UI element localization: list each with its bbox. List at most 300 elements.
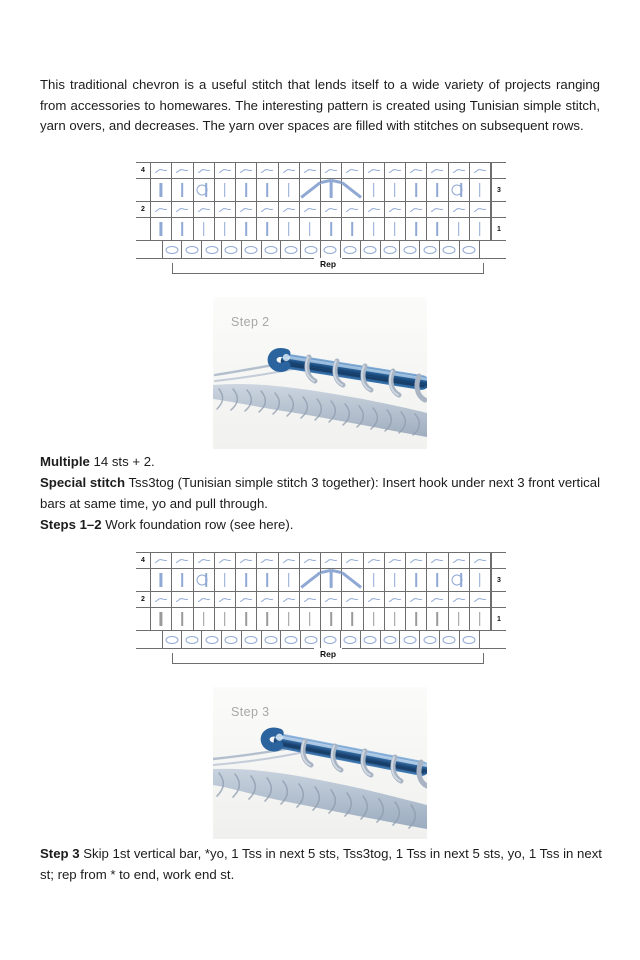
chart-cell <box>172 163 193 178</box>
photo-step-3-caption: Step 3 <box>231 705 270 719</box>
return-pass-symbol <box>452 557 466 564</box>
foundation-chain-symbol <box>443 636 456 644</box>
chart-cell <box>381 241 401 258</box>
step-3-line <box>40 843 602 885</box>
foundation-chain-symbol <box>225 246 238 254</box>
stitch-chart-steps-1-2 <box>136 162 506 277</box>
chart-cell <box>406 202 427 217</box>
tss-bar-symbol <box>437 573 439 587</box>
tss-bar-symbol <box>224 612 226 626</box>
return-pass-symbol <box>303 596 317 603</box>
chart-cell <box>364 592 385 607</box>
chart-cell <box>194 553 215 568</box>
return-pass-symbol <box>282 557 296 564</box>
special-stitch-line <box>40 472 602 514</box>
chart-cell <box>300 608 321 630</box>
chart-cell <box>321 218 342 240</box>
return-pass-symbol <box>430 167 444 174</box>
chart-cell <box>449 163 470 178</box>
return-pass-symbol <box>260 167 274 174</box>
chart-cell <box>194 569 215 591</box>
chart-row-label-right: 3 <box>492 569 506 591</box>
chart-cell <box>342 592 363 607</box>
tss-bar-symbol <box>288 573 290 587</box>
chart-cell <box>364 202 385 217</box>
rep-bracket <box>150 649 506 667</box>
tss-bar-symbol <box>203 612 205 626</box>
return-pass-symbol <box>388 596 402 603</box>
chart-cell <box>257 163 278 178</box>
tss-bar-symbol <box>394 183 396 197</box>
return-pass-symbol <box>218 167 232 174</box>
step-3-text: Skip 1st vertical bar, *yo, 1 Tss in next 5 sts, Tss3tog, 1 Tss in next 5 sts, yo, 1 Tss in next st; rep from * to end, work end st. <box>40 846 602 882</box>
chart-cell <box>301 631 321 648</box>
chart-cell <box>215 179 236 201</box>
return-pass-symbol <box>473 596 487 603</box>
chart-row-label-left <box>136 569 150 591</box>
chart-cell <box>385 592 406 607</box>
chart-cell <box>406 592 427 607</box>
chart-cell-row <box>150 608 492 630</box>
tss3tog-decrease-symbol <box>300 569 321 591</box>
chart-cell <box>279 163 300 178</box>
chart-cell <box>406 569 427 591</box>
chart-cell <box>385 202 406 217</box>
chart-cell <box>236 179 257 201</box>
chart-cell <box>236 218 257 240</box>
tss-bar-symbol <box>224 573 226 587</box>
return-pass-symbol <box>452 167 466 174</box>
tss-bar-symbol <box>267 573 269 587</box>
chart-cell <box>449 608 470 630</box>
chart-cell <box>470 608 491 630</box>
return-pass-symbol <box>175 167 189 174</box>
chart-cell <box>215 569 236 591</box>
chart-cell <box>300 592 321 607</box>
chart-cell <box>440 631 460 648</box>
tss-bar-symbol <box>479 183 481 197</box>
foundation-chain-symbol <box>344 636 357 644</box>
chart-cell <box>257 569 278 591</box>
chart-cell <box>279 218 300 240</box>
return-pass-symbol <box>367 206 381 213</box>
tss-bar-symbol <box>309 612 311 626</box>
chart-cell-row <box>150 163 492 178</box>
return-pass-symbol <box>345 596 359 603</box>
stitch-chart-step-3 <box>136 552 506 667</box>
return-pass-symbol <box>303 557 317 564</box>
multiple-label: Multiple <box>40 454 90 469</box>
tss3tog-decrease-symbol <box>342 179 363 201</box>
return-pass-symbol <box>218 596 232 603</box>
chart-cell <box>406 163 427 178</box>
chart-cell <box>449 592 470 607</box>
chart-cell <box>151 553 172 568</box>
chart-cell <box>215 553 236 568</box>
return-pass-symbol <box>175 596 189 603</box>
multiple-text: 14 sts + 2. <box>89 454 155 469</box>
foundation-chain-symbol <box>403 636 416 644</box>
foundation-chain-symbol <box>225 636 238 644</box>
chart-cell <box>381 631 401 648</box>
return-pass-symbol <box>260 557 274 564</box>
return-pass-symbol <box>345 206 359 213</box>
chart-cell <box>242 631 262 648</box>
chart-row-label-left: 2 <box>136 202 150 217</box>
chart-row-label-left <box>136 631 150 648</box>
chart-cell <box>427 163 448 178</box>
edge-stitch-symbol <box>160 183 163 197</box>
return-pass-symbol <box>239 557 253 564</box>
foundation-chain-symbol <box>463 636 476 644</box>
chart-cell <box>222 241 242 258</box>
foundation-chain-symbol <box>324 246 337 254</box>
tss-bar-symbol <box>415 612 417 626</box>
foundation-chain-symbol <box>423 246 436 254</box>
instructions-block-lower <box>40 843 602 885</box>
chart-cell <box>172 179 193 201</box>
chart-cell <box>215 592 236 607</box>
chart-cell <box>321 553 342 568</box>
chart-cell <box>321 608 342 630</box>
chart-row <box>136 240 506 259</box>
chart-cell <box>151 608 172 630</box>
chart-cell <box>242 241 262 258</box>
chart-cell <box>470 163 491 178</box>
return-pass-symbol <box>154 206 168 213</box>
chart-cell <box>279 179 300 201</box>
chart-cell <box>470 592 491 607</box>
return-pass-symbol <box>239 596 253 603</box>
return-pass-symbol <box>239 206 253 213</box>
return-pass-symbol <box>345 557 359 564</box>
chart-cell <box>236 608 257 630</box>
foundation-chain-symbol <box>265 636 278 644</box>
foundation-chain-symbol <box>364 636 377 644</box>
chart-cell <box>342 202 363 217</box>
chart-cell <box>406 179 427 201</box>
intro-paragraph: This traditional chevron is a useful stitch that lends itself to a wide variety of projects ranging from accessories to homewares. The interesting pattern is created using Tunisian simple stitch, yarn overs, and decreases. The yarn over spaces are filled with stitches on subsequent rows. <box>40 77 600 133</box>
chart-row-label-left: 4 <box>136 163 150 178</box>
tss-bar-symbol <box>330 222 332 236</box>
foundation-chain-symbol <box>344 246 357 254</box>
chart-cell <box>385 163 406 178</box>
return-pass-symbol <box>430 557 444 564</box>
step-3-label: Step 3 <box>40 846 80 861</box>
chart-cell <box>406 553 427 568</box>
chart-cell <box>427 218 448 240</box>
chart-cell <box>341 241 361 258</box>
chart-cell <box>449 218 470 240</box>
chart-cell <box>194 202 215 217</box>
foundation-chain-symbol <box>284 636 297 644</box>
tss-bar-symbol <box>352 222 354 236</box>
tss3tog-decrease-symbol <box>300 179 321 201</box>
tss-bar-symbol <box>460 183 462 197</box>
special-stitch-text: Tss3tog (Tunisian simple stitch 3 together): Insert hook under next 3 front vertical bars at same time, yo and pull through. <box>40 475 601 511</box>
chart-cell <box>440 241 460 258</box>
chart-cell <box>321 202 342 217</box>
chart-cell <box>163 241 183 258</box>
chart-cell <box>470 218 491 240</box>
chart-row-label-right <box>492 553 506 568</box>
chart-cell <box>364 179 385 201</box>
return-pass-symbol <box>154 167 168 174</box>
tss-bar-symbol <box>479 612 481 626</box>
tss-bar-symbol <box>182 183 184 197</box>
chart-cell <box>236 592 257 607</box>
photo-step-2-caption: Step 2 <box>231 315 270 329</box>
return-pass-symbol <box>452 206 466 213</box>
return-pass-symbol <box>218 557 232 564</box>
chart-row <box>136 217 506 240</box>
chart-cell <box>300 202 321 217</box>
chart-row-label-left <box>136 218 150 240</box>
tss-bar-symbol <box>245 183 247 197</box>
rep-label: Rep <box>314 258 342 271</box>
chart-cell <box>364 553 385 568</box>
return-pass-symbol <box>154 557 168 564</box>
chart-cell <box>281 631 301 648</box>
return-pass-symbol <box>367 557 381 564</box>
chart-cell-row <box>150 179 492 201</box>
tss-bar-symbol <box>288 612 290 626</box>
tss-bar-symbol <box>288 183 290 197</box>
chart-cell <box>321 592 342 607</box>
return-pass-symbol <box>324 167 338 174</box>
chart-cell <box>427 569 448 591</box>
tss-bar-symbol <box>415 222 417 236</box>
tss-bar-symbol <box>330 612 332 626</box>
chart-cell <box>172 202 193 217</box>
tss-bar-symbol <box>394 612 396 626</box>
photo-step-3 <box>213 687 427 839</box>
tss-bar-symbol <box>309 222 311 236</box>
return-pass-symbol <box>345 167 359 174</box>
return-pass-symbol <box>197 596 211 603</box>
chart-cell <box>449 553 470 568</box>
chart-cell <box>385 218 406 240</box>
return-pass-symbol <box>409 206 423 213</box>
chart-cell <box>236 202 257 217</box>
chart-cell <box>172 608 193 630</box>
tss-bar-symbol <box>373 612 375 626</box>
return-pass-symbol <box>473 167 487 174</box>
chart-cell <box>301 241 321 258</box>
chart-cell <box>182 241 202 258</box>
chart-row-label-right <box>492 241 506 258</box>
chart-cell <box>427 179 448 201</box>
chart-cell <box>279 608 300 630</box>
instructions-block-upper <box>40 451 602 535</box>
tss3tog-decrease-symbol <box>321 179 342 201</box>
return-pass-symbol <box>388 167 402 174</box>
edge-stitch-symbol <box>160 573 163 587</box>
chart-cell <box>222 631 242 648</box>
foundation-chain-symbol <box>265 246 278 254</box>
foundation-chain-symbol <box>423 636 436 644</box>
steps-1-2-line <box>40 514 602 535</box>
chart-row-label-right: 1 <box>492 608 506 630</box>
chart-cell <box>262 631 282 648</box>
chart-cell <box>321 631 341 648</box>
chart-row <box>136 607 506 630</box>
chart-cell <box>279 202 300 217</box>
tss3tog-decrease-symbol <box>342 569 363 591</box>
chart-row-label-right: 3 <box>492 179 506 201</box>
chart-cell <box>215 608 236 630</box>
rep-label: Rep <box>314 648 342 661</box>
chart-cell <box>427 202 448 217</box>
chart-grid <box>136 162 506 259</box>
chart-row-label-right <box>492 631 506 648</box>
chart-cell <box>400 241 420 258</box>
photo-step-2 <box>213 297 427 449</box>
chart-cell <box>400 631 420 648</box>
tss-bar-symbol <box>245 222 247 236</box>
chart-row <box>136 591 506 607</box>
return-pass-symbol <box>388 206 402 213</box>
return-pass-symbol <box>175 557 189 564</box>
chart-cell <box>460 631 480 648</box>
return-pass-symbol <box>324 206 338 213</box>
return-pass-symbol <box>388 557 402 564</box>
chart-row <box>136 162 506 178</box>
chart-row-label-right <box>492 202 506 217</box>
chart-cell <box>151 569 172 591</box>
chart-row-label-right <box>492 592 506 607</box>
tss-bar-symbol <box>415 183 417 197</box>
tss-bar-symbol <box>224 222 226 236</box>
chart-cell <box>279 553 300 568</box>
return-pass-symbol <box>409 167 423 174</box>
chart-cell <box>300 163 321 178</box>
return-pass-symbol <box>324 596 338 603</box>
chart-cell <box>364 569 385 591</box>
tss-bar-symbol <box>245 573 247 587</box>
chart-grid <box>136 552 506 649</box>
return-pass-symbol <box>154 596 168 603</box>
chart-cell-row <box>150 202 492 217</box>
chart-cell <box>361 241 381 258</box>
chart-cell <box>449 569 470 591</box>
chart-cell <box>427 553 448 568</box>
chart-cell <box>342 163 363 178</box>
foundation-chain-symbol <box>165 636 178 644</box>
return-pass-symbol <box>282 206 296 213</box>
chart-cell <box>385 608 406 630</box>
special-stitch-label: Special stitch <box>40 475 126 490</box>
rep-bracket <box>150 259 506 277</box>
chart-cell <box>364 163 385 178</box>
return-pass-symbol <box>260 206 274 213</box>
chart-cell <box>236 163 257 178</box>
tss-bar-symbol <box>437 222 439 236</box>
return-pass-symbol <box>218 206 232 213</box>
foundation-chain-symbol <box>383 246 396 254</box>
chart-cell <box>341 631 361 648</box>
chart-cell <box>342 608 363 630</box>
return-pass-symbol <box>239 167 253 174</box>
tss-bar-symbol <box>460 573 462 587</box>
tss-bar-symbol <box>479 222 481 236</box>
tss-bar-symbol <box>437 612 439 626</box>
tss-bar-symbol <box>352 612 354 626</box>
chart-row <box>136 552 506 568</box>
chart-cell <box>215 218 236 240</box>
tss-bar-symbol <box>373 573 375 587</box>
tss-bar-symbol <box>205 573 207 587</box>
chart-cell <box>279 569 300 591</box>
chart-cell <box>470 553 491 568</box>
tss-bar-symbol <box>245 612 247 626</box>
chart-cell <box>163 631 183 648</box>
tss-bar-symbol <box>267 183 269 197</box>
tss-bar-symbol <box>205 183 207 197</box>
chart-cell <box>361 631 381 648</box>
chart-cell <box>194 218 215 240</box>
chart-cell <box>427 608 448 630</box>
chart-cell <box>215 202 236 217</box>
chart-cell <box>257 608 278 630</box>
return-pass-symbol <box>473 557 487 564</box>
chart-cell <box>281 241 301 258</box>
tss-bar-symbol <box>373 183 375 197</box>
chart-cell <box>449 179 470 201</box>
chart-cell <box>257 202 278 217</box>
chart-cell <box>257 218 278 240</box>
foundation-chain-symbol <box>304 246 317 254</box>
foundation-chain-symbol <box>443 246 456 254</box>
return-pass-symbol <box>367 596 381 603</box>
chart-cell <box>151 163 172 178</box>
chart-row-label-left <box>136 241 150 258</box>
foundation-chain-symbol <box>324 636 337 644</box>
return-pass-symbol <box>303 167 317 174</box>
return-pass-symbol <box>430 206 444 213</box>
tss-bar-symbol <box>182 612 184 626</box>
chart-cell-row <box>150 592 492 607</box>
chart-cell-row <box>150 569 492 591</box>
chart-cell <box>427 592 448 607</box>
return-pass-symbol <box>452 596 466 603</box>
chart-cell <box>236 569 257 591</box>
chart-cell <box>300 553 321 568</box>
chart-cell <box>449 202 470 217</box>
edge-stitch-symbol <box>160 612 163 626</box>
tss-bar-symbol <box>373 222 375 236</box>
foundation-chain-symbol <box>185 246 198 254</box>
chart-cell <box>172 553 193 568</box>
chart-cell <box>262 241 282 258</box>
return-pass-symbol <box>197 557 211 564</box>
chart-cell <box>321 241 341 258</box>
steps-1-2-label: Steps 1–2 <box>40 517 102 532</box>
return-pass-symbol <box>197 167 211 174</box>
chart-cell <box>257 179 278 201</box>
tss-bar-symbol <box>437 183 439 197</box>
chart-row-label-left <box>136 608 150 630</box>
chart-cell <box>385 179 406 201</box>
foundation-chain-symbol <box>245 636 258 644</box>
chart-cell <box>420 241 440 258</box>
chart-cell <box>406 608 427 630</box>
tss-bar-symbol <box>415 573 417 587</box>
chart-cell <box>385 569 406 591</box>
chart-cell <box>202 241 222 258</box>
chart-cell <box>279 592 300 607</box>
foundation-chain-symbol <box>364 246 377 254</box>
